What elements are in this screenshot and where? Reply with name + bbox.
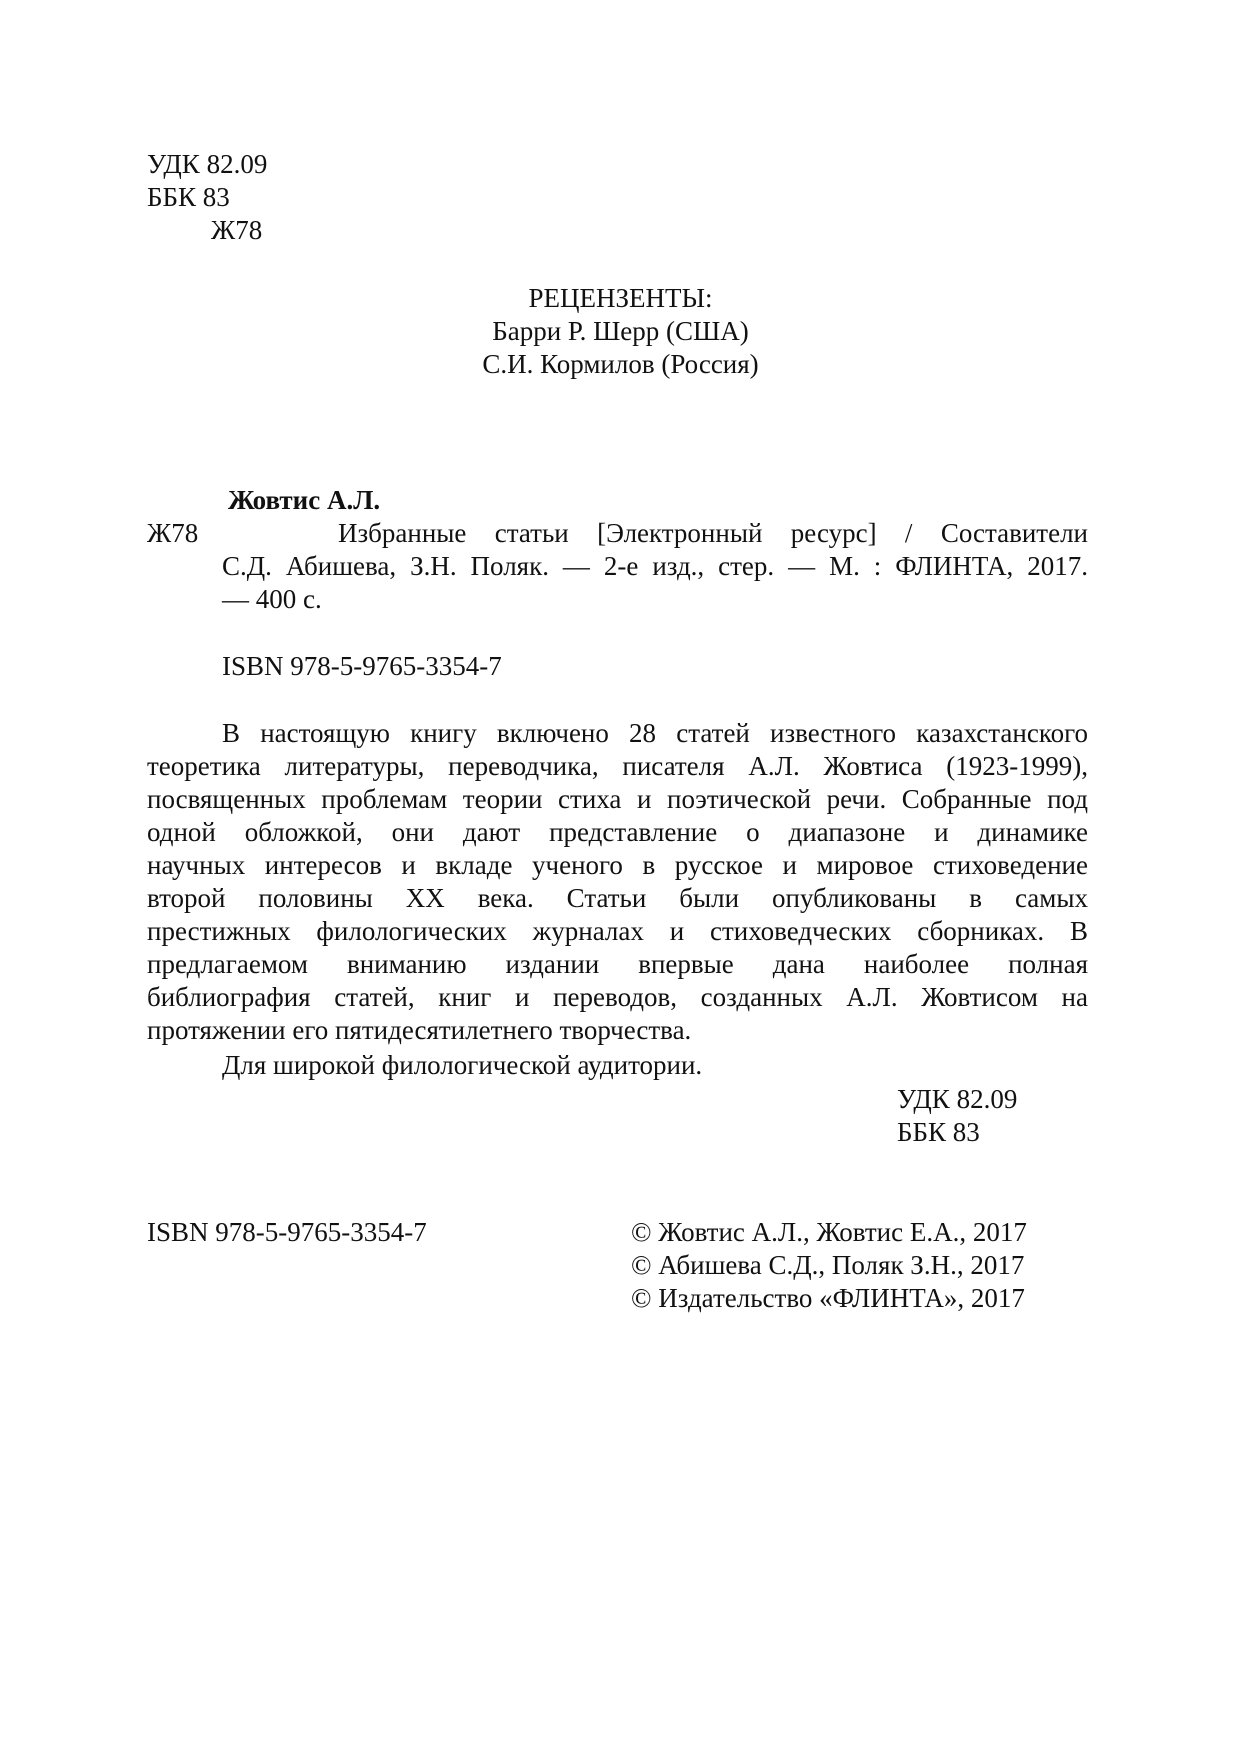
footer-isbn: ISBN 978-5-9765-3354-7 bbox=[147, 1217, 427, 1247]
record-author: Жовтис А.Л. bbox=[228, 485, 381, 515]
annotation-line-6: второй половины ХХ века. Статьи были опубликованы в самых bbox=[147, 883, 1088, 913]
annotation-line-2: теоретика литературы, переводчика, писателя А.Л. Жовтиса (1923-1999), bbox=[147, 751, 1088, 781]
annotation-audience: Для широкой филологической аудитории. bbox=[222, 1050, 703, 1080]
annotation-line-4: одной обложкой, они дают представление о диапазоне и динамике bbox=[147, 817, 1088, 847]
reviewers-block bbox=[0, 282, 1241, 381]
copyright-3: © Издательство «ФЛИНТА», 2017 bbox=[631, 1283, 1025, 1313]
record-isbn: ISBN 978-5-9765-3354-7 bbox=[222, 651, 502, 681]
footer-bbk: ББК 83 bbox=[897, 1117, 980, 1147]
record-line-1: Избранные статьи [Электронный ресурс] / Составители bbox=[338, 518, 1088, 548]
annotation-line-8: предлагаемом вниманию издании впервые дана наиболее полная bbox=[147, 949, 1088, 979]
footer-udk: УДК 82.09 bbox=[897, 1084, 1018, 1114]
bbk-code: ББК 83 bbox=[147, 182, 230, 212]
annotation-line-9: библиография статей, книг и переводов, созданных А.Л. Жовтисом на bbox=[147, 982, 1088, 1012]
annotation-line-1: В настоящую книгу включено 28 статей известного казахстанского bbox=[222, 718, 1088, 748]
udk-code: УДК 82.09 bbox=[147, 149, 268, 179]
reviewer-2: С.И. Кормилов (Россия) bbox=[482, 349, 759, 379]
record-line-2: С.Д. Абишева, З.Н. Поляк. — 2-е изд., стер. — М. : ФЛИНТА, 2017. bbox=[222, 551, 1088, 581]
author-mark: Ж78 bbox=[211, 215, 263, 245]
annotation-line-5: научных интересов и вкладе ученого в русское и мировое стиховедение bbox=[147, 850, 1088, 880]
annotation-line-7: престижных филологических журналах и стиховедческих сборниках. В bbox=[147, 916, 1088, 946]
record-author-mark: Ж78 bbox=[147, 518, 199, 548]
reviewer-1: Барри Р. Шерр (США) bbox=[492, 316, 749, 346]
copyright-2: © Абишева С.Д., Поляк З.Н., 2017 bbox=[631, 1250, 1025, 1280]
annotation-line-3: посвященных проблемам теории стиха и поэтической речи. Собранные под bbox=[147, 784, 1088, 814]
record-line-3: — 400 с. bbox=[222, 584, 322, 614]
annotation-last-line: протяжении его пятидесятилетнего творчества. bbox=[147, 1015, 692, 1045]
reviewers-heading: РЕЦЕНЗЕНТЫ: bbox=[528, 283, 713, 313]
copyright-1: © Жовтис А.Л., Жовтис Е.А., 2017 bbox=[631, 1217, 1027, 1247]
